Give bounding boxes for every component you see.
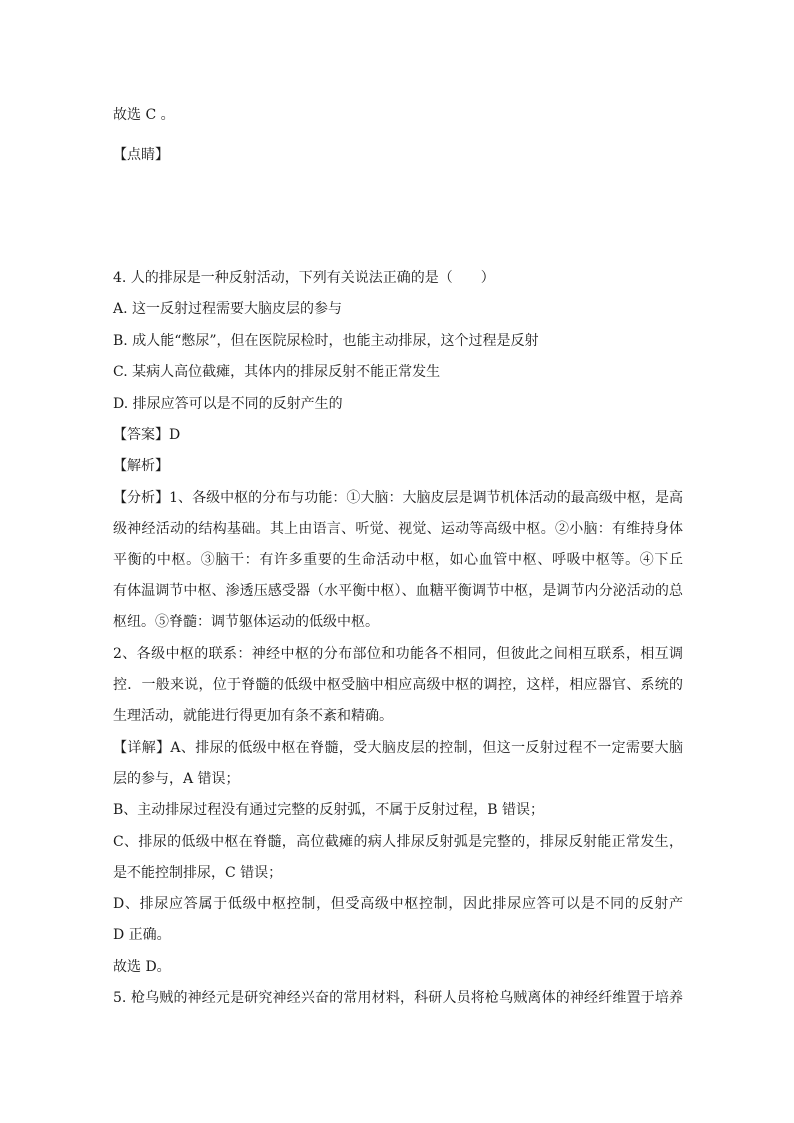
question-4-stem: 4. 人的排尿是一种反射活动，下列有关说法正确的是（ ） [113, 270, 495, 286]
detail-line: 层的参与，A 错误； [113, 771, 240, 787]
detail-line: D 正确。 [113, 927, 171, 943]
analysis-line: 级神经活动的结构基础。其上由语言、听觉、视觉、运动等高级中枢。②小脑：有维持身体 [113, 521, 683, 537]
question-4-conclusion: 故选 D。 [113, 959, 171, 975]
detail-line: B、主动排尿过程没有通过完整的反射弧，不属于反射过程，B 错误； [113, 802, 545, 818]
answer-label: 【答案】D [113, 427, 181, 443]
option-b: B. 成人能“憋尿”，但在医院尿检时，也能主动排尿，这个过程是反射 [113, 333, 539, 349]
dianjing-heading: 【点睛】 [113, 147, 169, 163]
detail-line: 是不能控制排尿，C 错误； [113, 865, 283, 881]
detail-line: 【详解】A、排尿的低级中枢在脊髓，受大脑皮层的控制，但这一反射过程不一定需要大脑 [113, 740, 683, 756]
analysis-line: 平衡的中枢。③脑干：有许多重要的生命活动中枢，如心血管中枢、呼吸中枢等。④下丘 [113, 552, 683, 568]
question-5-stem: 5. 枪乌贼的神经元是研究神经兴奋的常用材料，科研人员将枪乌贼离体的神经纤维置于培养 [113, 990, 683, 1006]
analysis-line: 有体温调节中枢、渗透压感受器（水平衡中枢）、血糖平衡调节中枢，是调节内分泌活动的总 [113, 583, 683, 599]
option-c: C. 某病人高位截瘫，其体内的排尿反射不能正常发生 [113, 364, 441, 380]
detail-line: C、排尿的低级中枢在脊髓，高位截瘫的病人排尿反射弧是完整的，排尿反射能正常发生， [113, 834, 683, 850]
option-a: A. 这一反射过程需要大脑皮层的参与 [113, 301, 343, 317]
previous-conclusion: 故选 C 。 [113, 107, 175, 123]
analysis-line: 【分析】1、各级中枢的分布与功能：①大脑：大脑皮层是调节机体活动的最高级中枢，是高 [113, 490, 683, 506]
analysis-line: 枢纽。⑤脊髓：调节躯体运动的低级中枢。 [113, 614, 379, 630]
analysis-line: 控．一般来说，位于脊髓的低级中枢受脑中相应高级中枢的调控，这样，相应器官、系统的 [113, 677, 683, 693]
detail-line: D、排尿应答属于低级中枢控制，但受高级中枢控制，因此排尿应答可以是不同的反射产 [113, 896, 683, 912]
jiexi-heading: 【解析】 [113, 458, 169, 474]
option-d: D. 排尿应答可以是不同的反射产生的 [113, 396, 343, 412]
analysis-line: 生理活动，就能进行得更加有条不紊和精确。 [113, 708, 393, 724]
analysis-line: 2、各级中枢的联系：神经中枢的分布部位和功能各不相同，但彼此之间相互联系，相互调 [113, 646, 683, 662]
